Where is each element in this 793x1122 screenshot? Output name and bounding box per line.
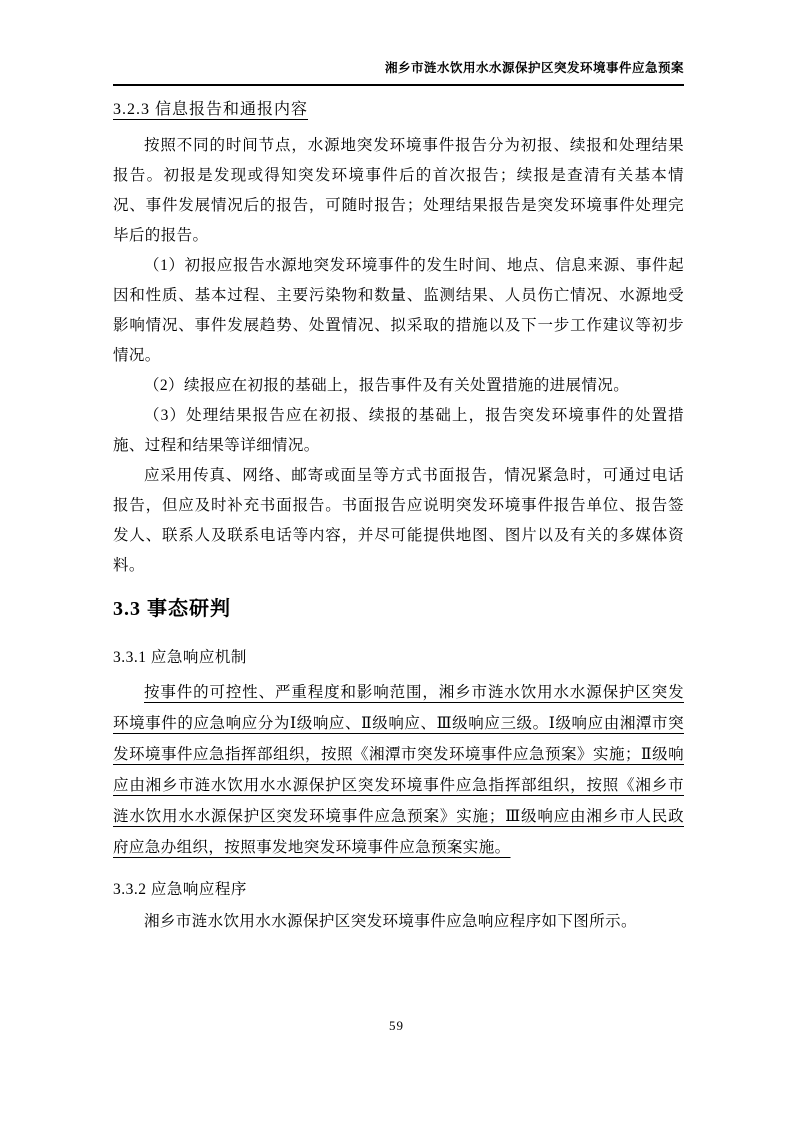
heading-3-2-3: 3.2.3 信息报告和通报内容 (113, 101, 309, 118)
paragraph-response-procedure: 湘乡市涟水饮用水水源保护区突发环境事件应急响应程序如下图所示。 (144, 912, 637, 930)
paragraph-continuation-report: （2）续报应在初报的基础上，报告事件及有关处置措施的进展情况。 (144, 377, 630, 394)
paragraph-report-types: 按照不同的时间节点，水源地突发环境事件报告分为初报、续报和处理结果报告。初报是发现或得知突发环境事件后的首次报告；续报是查清有关基本情况、事件发展情况后的报告，可随时报告；处理结果报告是突发环境事件处理完毕后的报告。 (113, 137, 684, 244)
heading-3-3-1: 3.3.1 应急响应机制 (113, 649, 247, 666)
paragraph-report-methods: 应采用传真、网络、邮寄或面呈等方式书面报告，情况紧急时，可通过电话报告，但应及时补充书面报告。书面报告应说明突发环境事件报告单位、报告签发人、联系人及联系电话等内容，并尽可能提供地图、图片以及有关的多媒体资料。 (113, 467, 684, 574)
heading-3-3-2: 3.3.2 应急响应程序 (113, 880, 247, 898)
heading-3-3: 3.3 事态研判 (113, 598, 231, 620)
paragraph-result-report: （3）处理结果报告应在初报、续报的基础上，报告突发环境事件的处置措施、过程和结果等详细情况。 (113, 407, 684, 454)
paragraph-response-mechanism: 按事件的可控性、严重程度和影响范围，湘乡市涟水饮用水水源保护区突发环境事件的应急响应分为Ⅰ级响应、Ⅱ级响应、Ⅲ级响应三级。Ⅰ级响应由湘潭市突发环境事件应急指挥部组织，按照《湘潭市突发环境事件应急预案》实施；Ⅱ级响应由湘乡市涟水饮用水水源保护区突发环境事件应急指挥部组织，按照《湘乡市涟水饮用水水源保护区突发环境事件应急预案》实施；Ⅲ级响应由湘乡市人民政府应急办组织，按照事发地突发环境事件应急预案实施。 (113, 684, 684, 856)
paragraph-initial-report: （1）初报应报告水源地突发环境事件的发生时间、地点、信息来源、事件起因和性质、基本过程、主要污染物和数量、监测结果、人员伤亡情况、水源地受影响情况、事件发展趋势、处置情况、拟采取的措施以及下一步工作建议等初步情况。 (113, 257, 684, 364)
page-number: 59 (389, 1018, 404, 1033)
page-header-title: 湘乡市涟水饮用水水源保护区突发环境事件应急预案 (113, 60, 684, 86)
